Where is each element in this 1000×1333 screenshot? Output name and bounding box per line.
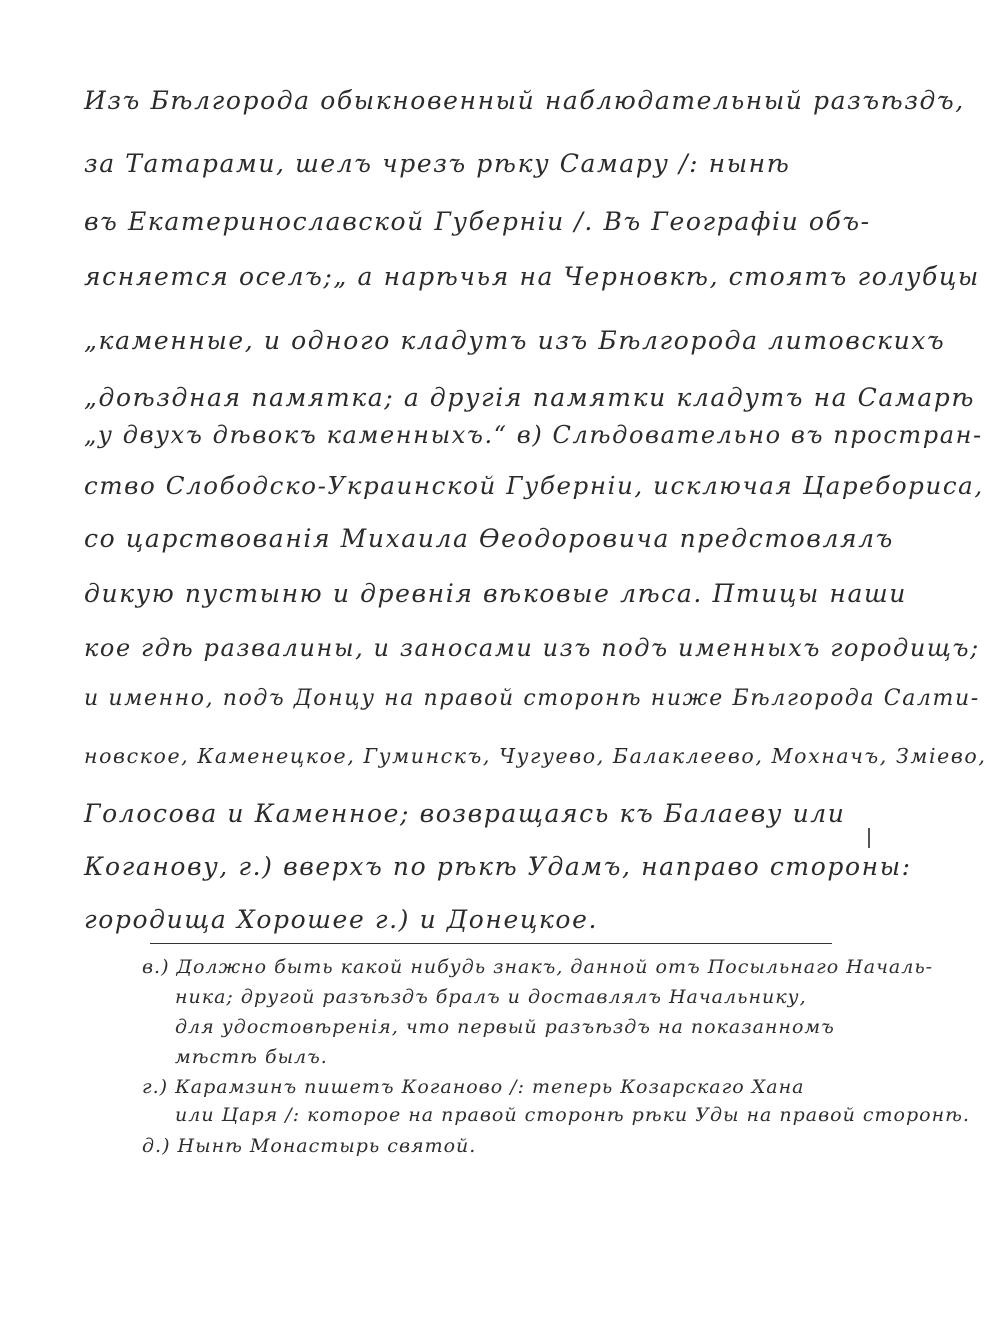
text-line: кое гдѣ развалины, и заносами изъ подъ именныхъ городищъ; [84,634,980,662]
footnote-line: или Царя /: которое на правой сторонѣ рѣки Уды на правой сторонѣ. [175,1104,970,1126]
text-line: Голосова и Каменное; возвращаясь къ Балаеву или [84,799,846,828]
text-line: за Татарами, шелъ чрезъ рѣку Самару /: нынѣ [84,149,791,178]
margin-mark [868,828,870,848]
text-line: новское, Каменецкое, Гуминскъ, Чугуево, Балаклеево, Мохначъ, Змiево, [84,744,987,768]
text-line: „у двухъ дѣвокъ каменныхъ.“ в) Слѣдовательно въ простран- [84,421,983,449]
footnote-line: для удостовѣренія, что первый разъѣздъ на показанномъ [175,1016,835,1038]
text-line: Коганову, г.) вверхъ по рѣкѣ Удамъ, направо стороны: [84,852,912,881]
text-line: со царствованія Михаила Ѳеодоровича предстовлялъ [84,524,894,553]
footnote-divider [150,943,832,944]
footnote-line: ника; другой разъѣздъ бралъ и доставлялъ Начальнику, [175,986,807,1008]
text-line: и именно, подъ Донцу на правой сторонѣ ниже Бѣлгорода Салти- [84,686,980,711]
footnote-line: мѣстѣ былъ. [175,1046,328,1068]
footnote-line: в.) Должно быть какой нибудь знакъ, данной отъ Посыльнаго Началь- [142,956,934,978]
text-line: Изъ Бѣлгорода обыкновенный наблюдательный разъѣздъ, [84,86,965,115]
text-line: городища Хорошее г.) и Донецкое. [84,905,599,934]
footnote-line: г.) Карамзинъ пишетъ Коганово /: теперь Козарскаго Хана [142,1076,805,1098]
text-line: ство Слободско-Украинской Губерніи, исключая Царебориса, [84,471,984,500]
text-line: „доѣздная памятка; а другія памятки кладутъ на Самарѣ [84,383,976,412]
footnote-line: д.) Нынѣ Монастырь святой. [142,1135,477,1157]
text-line: въ Екатеринославской Губерніи /. Въ Географіи объ- [84,207,871,236]
text-line: дикую пустыню и древнія вѣковые лѣса. Птицы наши [84,579,907,608]
text-line: ясняется оселъ;„ а нарѣчья на Черновкѣ, стоятъ голубцы [84,262,980,291]
text-line: „каменные, и одного кладутъ изъ Бѣлгорода литовскихъ [84,326,946,355]
